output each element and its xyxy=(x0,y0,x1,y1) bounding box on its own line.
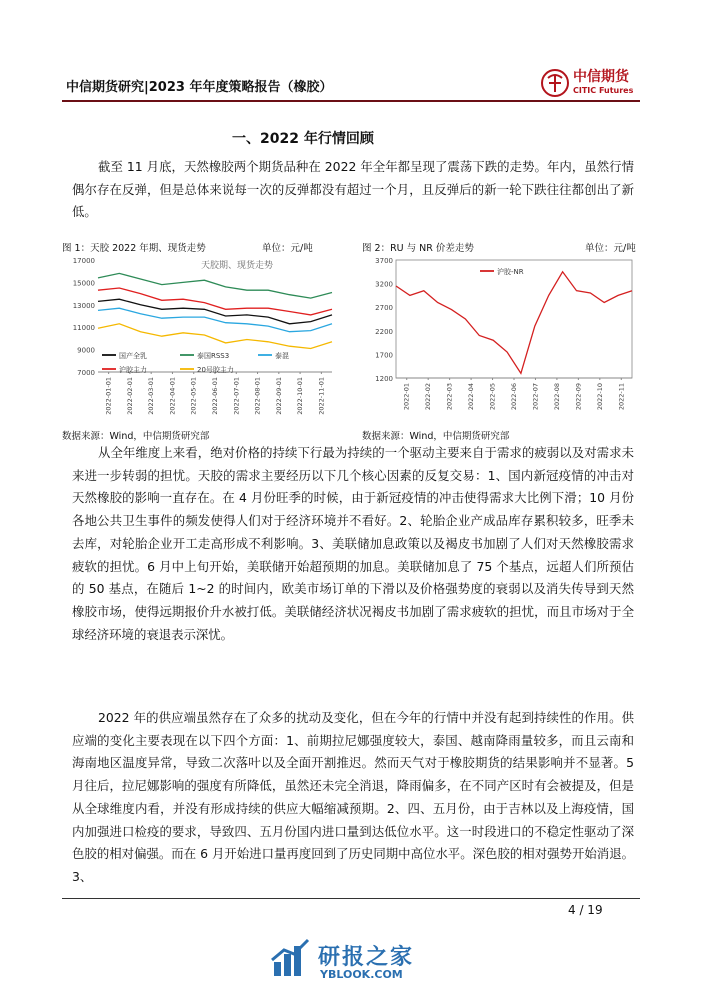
watermark-logo-icon xyxy=(270,938,314,978)
figure2-unit: 单位：元/吨 xyxy=(585,243,636,254)
x-tick-label: 2022-02-01 xyxy=(125,377,134,415)
x-tick-label: 2022-10-01 xyxy=(296,377,305,415)
y-tick-label: 2700 xyxy=(375,304,393,313)
y-tick-label: 1200 xyxy=(375,375,393,383)
watermark-text: 研报之家 xyxy=(318,945,415,970)
legend-label: 20号胶主力 xyxy=(197,366,234,374)
x-tick-label: 2022-06 xyxy=(510,383,518,411)
y-tick-label: 17000 xyxy=(72,257,95,265)
paragraph-3: 2022 年的供应端虽然存在了众多的扰动及变化，但在今年的行情中并没有起到持续性的作用。供应端的变化主要表现在以下四个方面：1、前期拉尼娜强度较大，泰国、越南降雨量较多，而且云南和海南地区温度异常，导致二次落叶以及全面开割推迟。然而天气对于橡胶期货的结果影响并不显著。5 月往后，拉尼娜影响的强度有所降低，虽然还未完全消退，降雨偏多，在不同产区时有会被提及，但是从全球维度内看，并没有形成持续的供应大幅缩减预期。2、四、五月份，由于吉林以及上海疫情，国内加强进口检疫的要求，导致四、五月份国内进口量到达低位水平。这一时段进口的不稳定性驱动了深色胶的相对偏强。而在 6 月开始进口量再度回到了历史同期中高位水平。深色胶的相对强势开始消退。3、 xyxy=(72,710,634,884)
x-tick-label: 2022-07-01 xyxy=(232,377,241,415)
x-tick-label: 2022-08 xyxy=(552,383,561,411)
plot-frame xyxy=(396,260,632,378)
legend-label: 国产全乳 xyxy=(119,352,147,360)
watermark-url: YBLOOK.COM xyxy=(320,968,403,981)
x-tick-label: 2022-11-01 xyxy=(317,377,326,415)
logo-text: 中信期货 xyxy=(573,69,629,85)
footer-divider xyxy=(62,898,640,899)
x-tick-label: 2022-10 xyxy=(595,383,604,411)
x-tick-label: 2022-06-01 xyxy=(211,377,219,415)
legend-label: 泰混 xyxy=(275,352,289,360)
series-line xyxy=(98,308,332,332)
header-divider xyxy=(62,100,640,102)
y-tick-label: 7000 xyxy=(77,369,95,377)
y-tick-label: 15000 xyxy=(72,279,95,288)
x-tick-label: 2022-02 xyxy=(424,383,433,411)
citic-logo-icon xyxy=(540,68,570,98)
x-tick-label: 2022-11 xyxy=(617,383,626,411)
x-tick-label: 2022-09 xyxy=(574,383,583,411)
y-tick-label: 13000 xyxy=(72,301,95,310)
x-tick-label: 2022-01 xyxy=(402,383,411,411)
figure1-caption: 图 1：天胶 2022 年期、现货走势 xyxy=(62,243,206,254)
y-tick-label: 2200 xyxy=(375,327,393,336)
x-tick-label: 2022-03-01 xyxy=(147,377,156,415)
chart-futures-spot xyxy=(62,252,340,422)
header-title: 中信期货研究|2023 年年度策略报告（橡胶） xyxy=(66,80,333,95)
watermark xyxy=(270,938,470,982)
figure1-unit: 单位：元/吨 xyxy=(262,243,313,254)
x-tick-label: 2022-05 xyxy=(488,383,497,411)
y-tick-label: 3200 xyxy=(375,280,393,289)
figure2-source: 数据来源：Wind，中信期货研究部 xyxy=(362,431,510,442)
x-tick-label: 2022-04-01 xyxy=(168,377,177,415)
x-tick-label: 2022-08-01 xyxy=(253,377,262,415)
series-line xyxy=(98,273,332,298)
series-line xyxy=(98,324,332,349)
logo-subtext: CITIC Futures xyxy=(573,86,634,95)
paragraph-2: 从全年维度上来看，绝对价格的持续下行最为持续的一个驱动主要来自于需求的疲弱以及对需求未来进一步转弱的担忧。天胶的需求主要经历以下几个核心因素的反复交易：1、国内新冠疫情的冲击对天然橡胶的影响一直存在。在 4 月份旺季的时候，由于新冠疫情的冲击使得需求大比例下滑；10 月份各地公共卫生事件的频发使得人们对于经济环境并不看好。2、轮胎企业产成品库存累积较多，旺季未去库，对轮胎企业开工走高形成不利影响。3、美联储加息政策以及褐皮书加剧了人们对天然橡胶需求疲软的担忧。6 月中上旬开始，美联储开始超预期的加息。美联储加息了 75 个基点，远超人们所预估的 50 基点，在随后 1~2 的时间内，欧美市场订单的下滑以及价格强势度的衰弱以及消失传导到天然橡胶市场，使得远期报价升水被打低。美联储经济状况褐皮书加剧了需求疲软的担忧，而且市场对于全球经济环境的衰退表示深忧。 xyxy=(72,445,634,642)
x-tick-label: 2022-07 xyxy=(531,383,540,411)
legend-label: 沪胶主力 xyxy=(119,366,147,374)
y-tick-label: 3700 xyxy=(375,257,393,265)
legend-label: 沪胶-NR xyxy=(497,268,524,276)
page-number: 4 / 19 xyxy=(568,903,603,917)
chart-ru-nr-spread xyxy=(362,252,642,422)
x-tick-label: 2022-05-01 xyxy=(189,377,198,415)
section-title: 一、2022 年行情回顾 xyxy=(232,131,374,147)
paragraph-1: 截至 11 月底，天然橡胶两个期货品种在 2022 年全年都呈现了震荡下跌的走势。年内，虽然行情偶尔存在反弹，但是总体来说每一次的反弹都没有超过一个月，且反弹后的新一轮下跌往往都创出了新低。 xyxy=(72,159,634,220)
figure2-caption: 图 2：RU 与 NR 价差走势 xyxy=(362,243,474,254)
series-line xyxy=(98,288,332,315)
series-line xyxy=(396,272,632,374)
y-tick-label: 11000 xyxy=(72,324,95,333)
figure1-source: 数据来源：Wind，中信期货研究部 xyxy=(62,431,210,442)
y-tick-label: 1700 xyxy=(375,351,393,360)
x-tick-label: 2022-09-01 xyxy=(274,377,283,415)
x-tick-label: 2022-03 xyxy=(445,383,454,411)
y-tick-label: 9000 xyxy=(77,346,95,355)
x-tick-label: 2022-01-01 xyxy=(104,377,113,415)
legend-label: 泰国RSS3 xyxy=(197,352,230,360)
citic-logo xyxy=(540,66,650,100)
chart1-title: 天胶期、现货走势 xyxy=(200,261,274,271)
x-tick-label: 2022-04 xyxy=(467,383,476,411)
